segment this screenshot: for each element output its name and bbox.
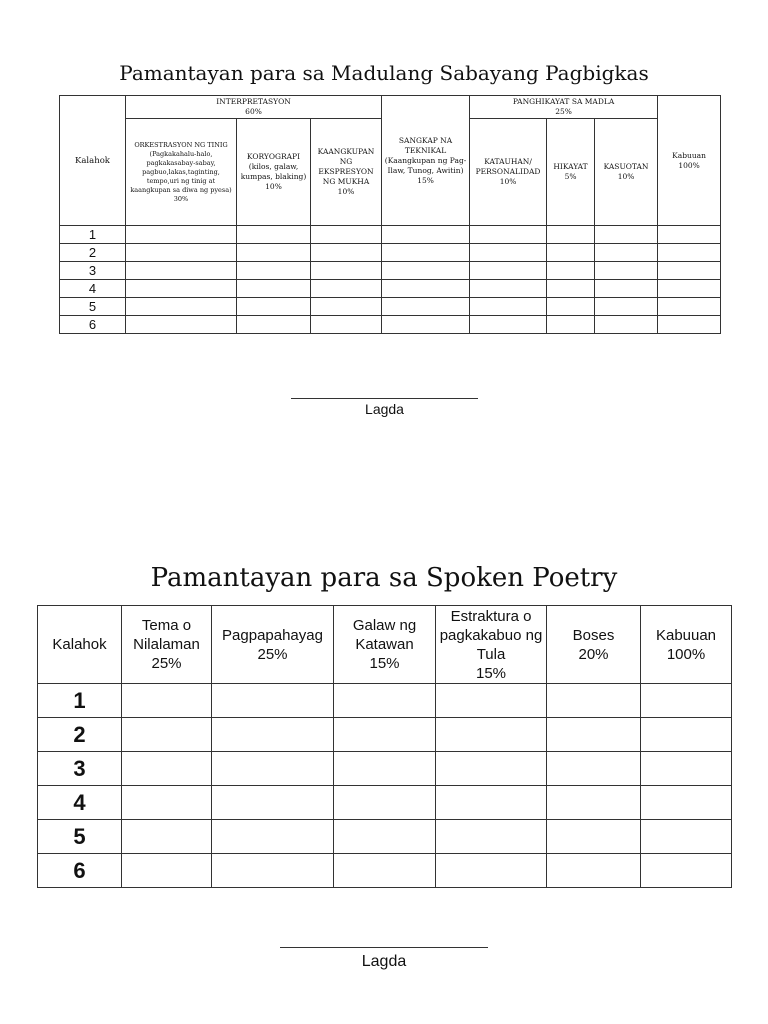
score-cell[interactable] <box>547 280 595 298</box>
participant-number: 3 <box>38 752 122 786</box>
score-cell[interactable] <box>547 262 595 280</box>
score-cell[interactable] <box>547 298 595 316</box>
participant-number: 4 <box>60 280 126 298</box>
score-cell[interactable] <box>547 244 595 262</box>
score-cell[interactable] <box>122 820 212 854</box>
tema-percent: 25% <box>151 655 182 672</box>
form1-signature-line[interactable] <box>291 398 478 399</box>
table-row <box>38 786 732 820</box>
total-cell[interactable] <box>641 684 732 718</box>
score-cell[interactable] <box>212 820 334 854</box>
score-cell[interactable] <box>334 820 436 854</box>
form1-signature-label: Lagda <box>365 401 404 417</box>
score-cell[interactable] <box>470 226 547 244</box>
score-cell[interactable] <box>382 244 470 262</box>
score-cell[interactable] <box>547 854 641 888</box>
total-cell[interactable] <box>658 316 721 334</box>
orkestrasyon-percent: 30% <box>173 194 189 203</box>
score-cell[interactable] <box>212 752 334 786</box>
katauhan-percent: 10% <box>499 177 517 186</box>
kabuuan-percent: 100% <box>678 160 700 170</box>
form2-header-tema <box>122 606 212 684</box>
score-cell[interactable] <box>334 854 436 888</box>
table-row <box>60 244 721 262</box>
form1-rubric-table <box>59 95 721 334</box>
sangkap-label: SANGKAP NA TEKNIKAL <box>398 135 453 155</box>
estraktura-percent: 15% <box>475 664 507 682</box>
score-cell[interactable] <box>595 262 658 280</box>
score-cell[interactable] <box>126 316 237 334</box>
galaw-percent: 15% <box>369 655 400 672</box>
score-cell[interactable] <box>237 262 311 280</box>
score-cell[interactable] <box>334 786 436 820</box>
participant-number: 6 <box>38 854 122 888</box>
pagpapahayag-percent: 25% <box>257 645 288 663</box>
score-cell[interactable] <box>311 298 382 316</box>
score-cell[interactable] <box>436 718 547 752</box>
table-row <box>38 752 732 786</box>
form2-header-galaw <box>334 606 436 684</box>
total-cell[interactable] <box>658 262 721 280</box>
participant-number: 3 <box>60 262 126 280</box>
score-cell[interactable] <box>470 316 547 334</box>
form2-header-estraktura <box>436 606 547 684</box>
score-cell[interactable] <box>212 718 334 752</box>
score-cell[interactable] <box>126 226 237 244</box>
sangkap-percent: 15% <box>417 175 434 185</box>
score-cell[interactable] <box>126 280 237 298</box>
form2-rubric-table <box>37 605 732 888</box>
score-cell[interactable] <box>595 316 658 334</box>
form1-header-panghikayat <box>470 96 658 119</box>
score-cell[interactable] <box>237 316 311 334</box>
form1-header-katauhan <box>470 119 547 226</box>
table-row <box>60 316 721 334</box>
kasuotan-label: KASUOTAN <box>603 162 649 171</box>
score-cell[interactable] <box>212 786 334 820</box>
kabuuan-label: Kabuuan <box>672 150 706 160</box>
score-cell[interactable] <box>122 854 212 888</box>
orkestrasyon-desc: (Pagkakahalu-halo, pagkakasabay-sabay, pagbuo,lakas,taginting, tempo,uri ng tinig at kaangkupan sa diwa ng pyesa) <box>130 149 232 194</box>
table-row <box>60 298 721 316</box>
score-cell[interactable] <box>595 244 658 262</box>
participant-number: 4 <box>38 786 122 820</box>
score-cell[interactable] <box>212 854 334 888</box>
hikayat-label: HIKAYAT <box>553 162 588 171</box>
score-cell[interactable] <box>237 280 311 298</box>
table-row <box>38 684 732 718</box>
form1-header-koryograpi <box>237 119 311 226</box>
total-cell[interactable] <box>641 854 732 888</box>
form2-signature-label: Lagda <box>361 953 407 970</box>
koryograpi-percent: 10% <box>265 182 282 191</box>
panghikayat-label: PANGHIKAYAT SA MADLA <box>512 97 615 106</box>
score-cell[interactable] <box>122 752 212 786</box>
hikayat-percent: 5% <box>564 172 577 181</box>
galaw-label: Galaw ng Katawan <box>352 617 417 653</box>
total-cell[interactable] <box>658 298 721 316</box>
interpretasyon-label: INTERPRETASYON <box>216 97 291 106</box>
participant-number: 2 <box>60 244 126 262</box>
score-cell[interactable] <box>547 786 641 820</box>
orkestrasyon-label: ORKESTRASYON NG TINIG <box>134 140 228 149</box>
total-cell[interactable] <box>641 786 732 820</box>
score-cell[interactable] <box>547 684 641 718</box>
estraktura-label: Estraktura o pagkakabuo ng Tula <box>439 607 543 663</box>
score-cell[interactable] <box>547 718 641 752</box>
form1-header-kabuuan <box>658 96 721 226</box>
table-row <box>60 280 721 298</box>
score-cell[interactable] <box>470 298 547 316</box>
koryograpi-label: KORYOGRAPI <box>246 152 301 161</box>
score-cell[interactable] <box>382 298 470 316</box>
kasuotan-percent: 10% <box>617 172 635 181</box>
form1-header-sangkap <box>382 96 470 226</box>
tema-label: Tema o Nilalaman <box>133 617 200 653</box>
form1-header-kasuotan <box>595 119 658 226</box>
score-cell[interactable] <box>334 684 436 718</box>
participant-number: 5 <box>38 820 122 854</box>
koryograpi-desc: (kilos, galaw, kumpas, blaking) <box>240 162 307 181</box>
kaangkupan-percent: 10% <box>337 187 355 196</box>
sangkap-desc: (Kaangkupan ng Pag-Ilaw, Tunog, Awitin) <box>384 155 467 175</box>
kabuuan-label: Kabuuan <box>655 626 717 644</box>
score-cell[interactable] <box>436 786 547 820</box>
participant-number: 1 <box>60 226 126 244</box>
score-cell[interactable] <box>470 280 547 298</box>
total-cell[interactable] <box>658 226 721 244</box>
interpretasyon-percent: 60% <box>245 107 262 116</box>
kabuuan-percent: 100% <box>666 645 706 663</box>
score-cell[interactable] <box>470 244 547 262</box>
total-cell[interactable] <box>641 752 732 786</box>
score-cell[interactable] <box>122 684 212 718</box>
form2-header-boses <box>547 606 641 684</box>
score-cell[interactable] <box>547 820 641 854</box>
score-cell[interactable] <box>382 262 470 280</box>
score-cell[interactable] <box>595 298 658 316</box>
score-cell[interactable] <box>311 316 382 334</box>
score-cell[interactable] <box>122 786 212 820</box>
participant-number: 6 <box>60 316 126 334</box>
form1-header-hikayat <box>547 119 595 226</box>
panghikayat-percent: 25% <box>555 107 572 116</box>
score-cell[interactable] <box>547 752 641 786</box>
participant-number: 2 <box>38 718 122 752</box>
score-cell[interactable] <box>122 718 212 752</box>
score-cell[interactable] <box>382 226 470 244</box>
form1-header-kalahok: Kalahok <box>60 96 126 226</box>
table-row <box>60 226 721 244</box>
participant-number: 1 <box>38 684 122 718</box>
table-row <box>38 718 732 752</box>
score-cell[interactable] <box>311 262 382 280</box>
score-cell[interactable] <box>436 820 547 854</box>
score-cell[interactable] <box>382 316 470 334</box>
form1-header-kaangkupan <box>311 119 382 226</box>
kaangkupan-label: KAANGKUPAN NG EKSPRESYON NG MUKHA <box>317 147 375 186</box>
table-row <box>38 820 732 854</box>
form1-header-interpretasyon <box>126 96 382 119</box>
score-cell[interactable] <box>126 244 237 262</box>
score-cell[interactable] <box>237 226 311 244</box>
score-cell[interactable] <box>237 244 311 262</box>
score-cell[interactable] <box>595 280 658 298</box>
pagpapahayag-label: Pagpapahayag <box>222 626 323 644</box>
score-cell[interactable] <box>436 752 547 786</box>
form2-header-kalahok: Kalahok <box>38 606 122 684</box>
score-cell[interactable] <box>212 684 334 718</box>
table-row <box>38 854 732 888</box>
total-cell[interactable] <box>658 244 721 262</box>
score-cell[interactable] <box>547 316 595 334</box>
score-cell[interactable] <box>311 226 382 244</box>
participant-number: 5 <box>60 298 126 316</box>
score-cell[interactable] <box>126 298 237 316</box>
score-cell[interactable] <box>547 226 595 244</box>
form1-title: Pamantayan para sa Madulang Sabayang Pagbigkas <box>119 61 649 85</box>
total-cell[interactable] <box>641 718 732 752</box>
score-cell[interactable] <box>237 298 311 316</box>
score-cell[interactable] <box>470 262 547 280</box>
boses-percent: 20% <box>578 645 609 663</box>
form2-signature-line[interactable] <box>280 947 488 948</box>
score-cell[interactable] <box>334 752 436 786</box>
score-cell[interactable] <box>436 854 547 888</box>
katauhan-label: KATAUHAN/ PERSONALIDAD <box>475 157 541 176</box>
score-cell[interactable] <box>334 718 436 752</box>
form1-header-orkestrasyon <box>126 119 237 226</box>
score-cell[interactable] <box>311 280 382 298</box>
total-cell[interactable] <box>641 820 732 854</box>
score-cell[interactable] <box>595 226 658 244</box>
total-cell[interactable] <box>658 280 721 298</box>
boses-label: Boses <box>572 626 615 644</box>
table-row <box>60 262 721 280</box>
score-cell[interactable] <box>436 684 547 718</box>
score-cell[interactable] <box>126 262 237 280</box>
form2-header-pagpapahayag <box>212 606 334 684</box>
score-cell[interactable] <box>311 244 382 262</box>
form2-title: Pamantayan para sa Spoken Poetry <box>150 563 618 593</box>
form2-header-kabuuan <box>641 606 732 684</box>
score-cell[interactable] <box>382 280 470 298</box>
